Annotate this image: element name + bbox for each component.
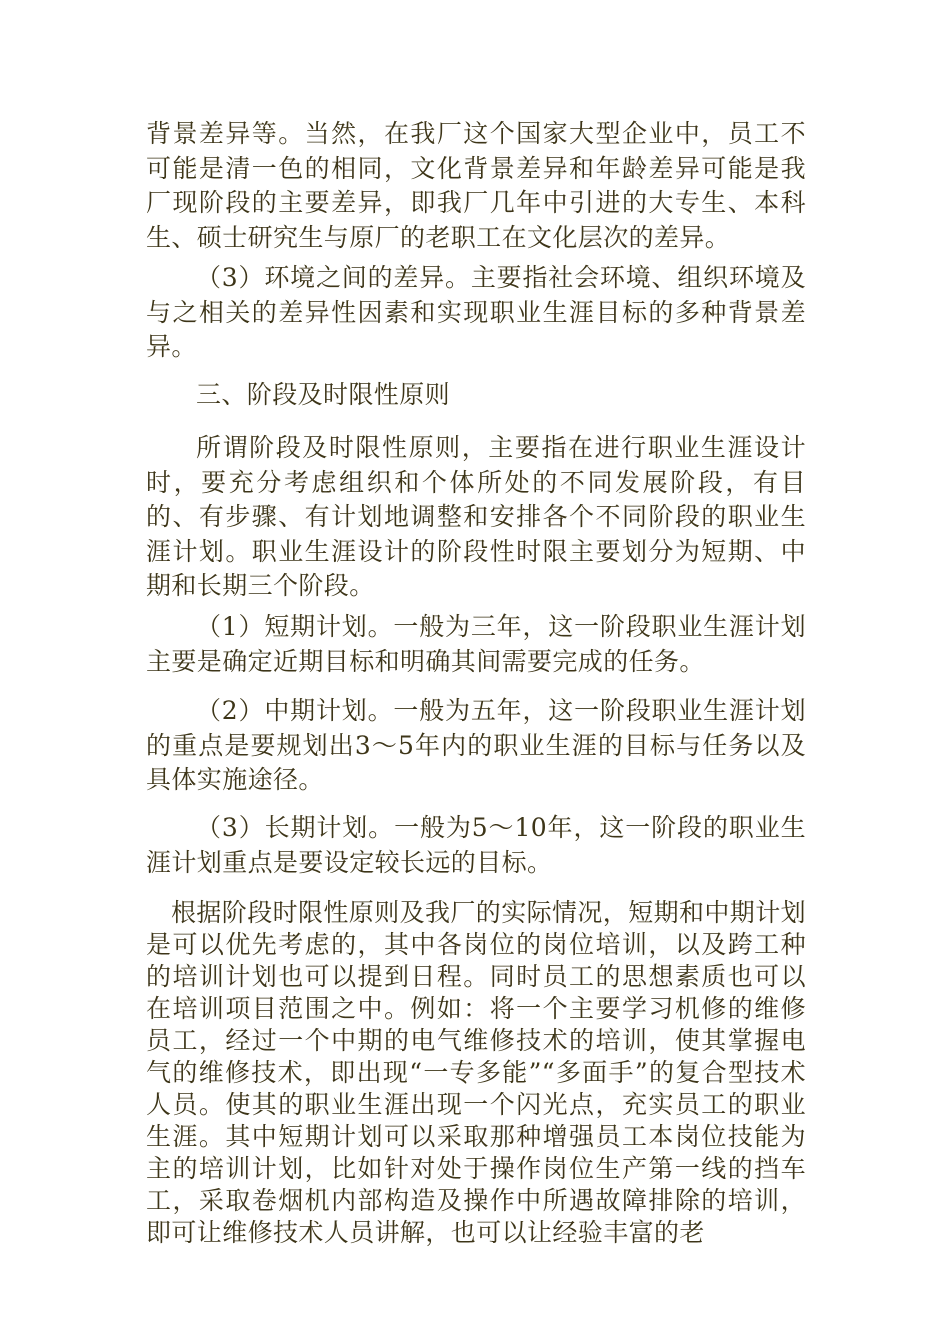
paragraph-background-differences: 背景差异等。当然，在我厂这个国家大型企业中，员工不可能是清一色的相同，文化背景差异和年龄差异可能是我厂现阶段的主要差异，即我厂几年中引进的大专生、本科生、硕士研究生与原厂的老职工在文化层次的差异。 xyxy=(146,119,806,252)
paragraph-short-term-plan: （1）短期计划。一般为三年，这一阶段职业生涯计划主要是确定近期目标和明确其间需要完成的任务。 xyxy=(146,612,806,676)
paragraph-long-term-plan: （3）长期计划。一般为5～10年，这一阶段的职业生涯计划重点是要设定较长远的目标。 xyxy=(146,813,806,877)
paragraph-environment-differences: （3）环境之间的差异。主要指社会环境、组织环境及与之相关的差异性因素和实现职业生涯目标的多种背景差异。 xyxy=(146,263,806,361)
paragraph-factory-application: 根据阶段时限性原则及我厂的实际情况，短期和中期计划是可以优先考虑的，其中各岗位的岗位培训，以及跨工种的培训计划也可以提到日程。同时员工的思想素质也可以在培训项目范围之中。例如：将一个主要学习机修的维修员工，经过一个中期的电气维修技术的培训，使其掌握电气的维修技术，即出现“一专多能”“多面手”的复合型技术人员。使其的职业生涯出现一个闪光点，充实员工的职业生涯。其中短期计划可以采取那种增强员工本岗位技能为主的培训计划，比如针对处于操作岗位生产第一线的挡车工，采取卷烟机内部构造及操作中所遇故障排除的培训，即可让维修技术人员讲解，也可以让经验丰富的老 xyxy=(146,898,807,1247)
paragraph-mid-term-plan: （2）中期计划。一般为五年，这一阶段职业生涯计划的重点是要规划出3～5年内的职业生涯的目标与任务以及具体实施途径。 xyxy=(146,696,806,794)
section-heading-stage-principle: 三、阶段及时限性原则 xyxy=(196,380,451,409)
paragraph-stage-principle: 所谓阶段及时限性原则，主要指在进行职业生涯设计时，要充分考虑组织和个体所处的不同发展阶段，有目的、有步骤、有计划地调整和安排各个不同阶段的职业生涯计划。职业生涯设计的阶段性时限主要划分为短期、中期和长期三个阶段。 xyxy=(146,433,806,600)
